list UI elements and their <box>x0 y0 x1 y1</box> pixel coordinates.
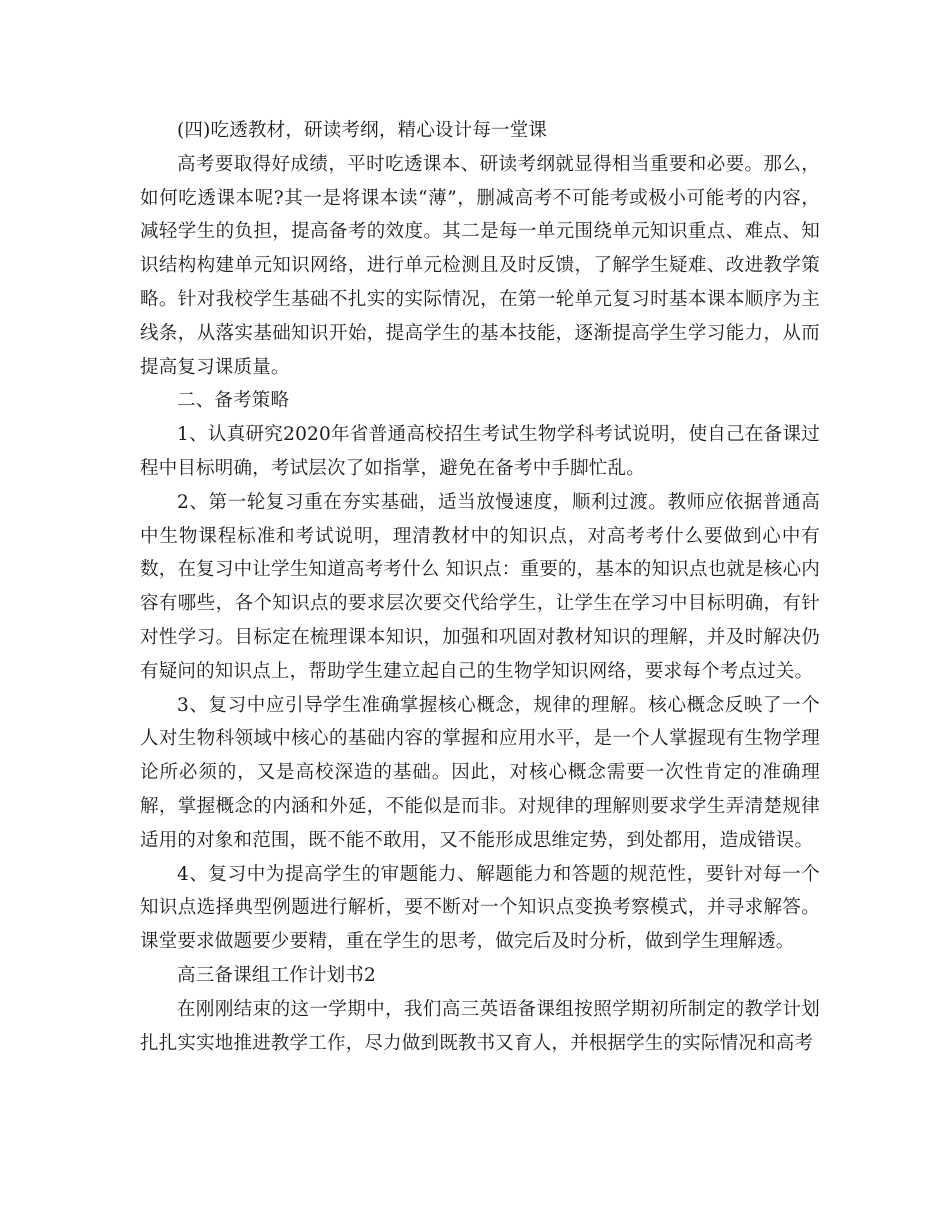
document-body <box>140 114 820 1060</box>
paragraph-textbook-study: 高考要取得好成绩，平时吃透课本、研读考纲就显得相当重要和必要。那么，如何吃透课本呢?其一是将课本读“薄”，删减高考不可能考或极小可能考的内容，减轻学生的负担，提高备考的效度。其二是每一单元围绕单元知识重点、难点、知识结构构建单元知识网络，进行单元检测且及时反馈，了解学生疑难、改进教学策略。针对我校学生基础不扎实的实际情况，在第一轮单元复习时基本课本顺序为主线条，从落实基础知识开始，提高学生的基本技能，逐渐提高学生学习能力，从而提高复习课质量。 <box>140 153 820 378</box>
paragraph-strategy-3: 3、复习中应引导学生准确掌握核心概念，规律的理解。核心概念反映了一个人对生物科领域中核心的基础内容的掌握和应用水平，是一个人掌握现有生物学理论所必须的，又是高校深造的基础。因此，对核心概念需要一次性肯定的准确理解，掌握概念的内涵和外延，不能似是而非。对规律的理解则要求学生弄清楚规律适用的对象和范围，既不能不敢用，又不能形成思维定势，到处都用，造成错误。 <box>140 694 820 851</box>
paragraph-plan-2-intro: 在刚刚结束的这一学期中，我们高三英语备课组按照学期初所制定的教学计划扎扎实实地推进教学工作，尽力做到既教书又育人，并根据学生的实际情况和高考 <box>140 998 820 1054</box>
paragraph-strategy-2: 2、第一轮复习重在夯实基础，适当放慢速度，顺利过渡。教师应依据普通高中生物课程标准和考试说明，理清教材中的知识点，对高考考什么要做到心中有数，在复习中让学生知道高考考什么 知识点：重要的，基本的知识点也就是核心内容有哪些，各个知识点的要求层次要交代给学生，让学生在学习中目标明确，有针对性学习。目标定在梳理课本知识，加强和巩固对教材知识的理解，并及时解决仍有疑问的知识点上，帮助学生建立起自己的生物学知识网络，要求每个考点过关。 <box>140 491 820 682</box>
paragraph-strategy-1: 1、认真研究2020年省普通高校招生考试生物学科考试说明，使自己在备课过程中目标明确，考试层次了如指掌，避免在备考中手脚忙乱。 <box>140 424 820 479</box>
document-subtitle-plan-2: 高三备课组工作计划书2 <box>177 964 376 986</box>
paragraph-strategy-4: 4、复习中为提高学生的审题能力、解题能力和答题的规范性，要针对每一个知识点选择典型例题进行解析，要不断对一个知识点变换考察模式，并寻求解答。课堂要求做题要少要精，重在学生的思考，做完后及时分析，做到学生理解透。 <box>140 863 820 953</box>
section-heading-strategy: 二、备考策略 <box>177 390 290 412</box>
section-heading-4: (四)吃透教材，研读考纲，精心设计每一堂课 <box>177 120 548 141</box>
